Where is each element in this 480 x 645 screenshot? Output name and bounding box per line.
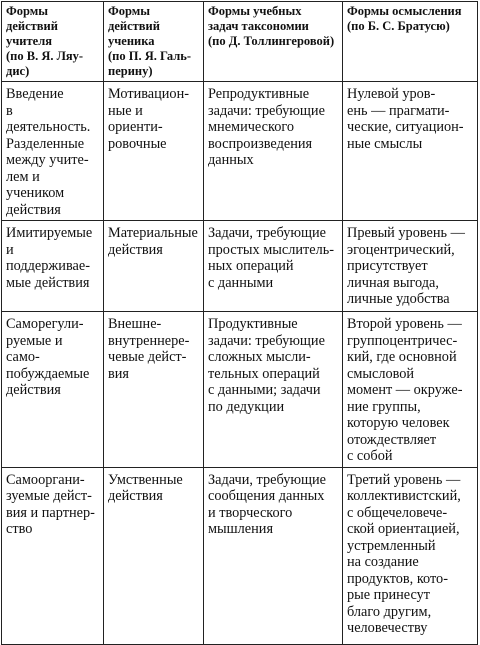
header-row [2, 2, 478, 82]
header-task-forms: Формы учебных задач таксономии (по Д. Толлингеровой) [204, 2, 343, 82]
table-cell: Умственные действия [104, 467, 204, 644]
table-cell: Продуктивные задачи: требующие сложных мысли- тельных операций с данными; задачи по дедукции [204, 312, 343, 468]
table-cell: Материальные действия [104, 221, 204, 312]
table-cell: Нулевой уров- ень — прагмати- ческие, ситуацион- ные смыслы [343, 82, 478, 221]
table-cell: Саморегули- руемые и само- побуждаемые действия [2, 312, 104, 468]
table-cell: Превый уровень — эгоцентрический, присутствует личная выгода, личные удобства [343, 221, 478, 312]
table-cell: Внешне- внутреннере- чевые дейст- вия [104, 312, 204, 468]
table-cell: Самооргани- зуемые дейст- вия и партнер- ство [2, 467, 104, 644]
table-cell: Второй уровень — группоцентричес- кий, где основной смысловой момент — окруже- ние группы, которую человек отождествляет с собой [343, 312, 478, 468]
table-cell: Мотивацион- ные и ориенти- ровочные [104, 82, 204, 221]
table-row [2, 221, 478, 312]
table-cell: Репродуктивные задачи: требующие мнемического воспроизведения данных [204, 82, 343, 221]
table-row [2, 312, 478, 468]
header-teacher-actions: Формы действий учителя (по В. Я. Ляу- дис) [2, 2, 104, 82]
table-cell: Имитируемые и поддерживае- мые действия [2, 221, 104, 312]
table-cell: Задачи, требующие простых мыслитель- ных операций с данными [204, 221, 343, 312]
header-comprehension-forms: Формы осмысления (по Б. С. Братусю) [343, 2, 478, 82]
table-row [2, 82, 478, 221]
comparison-table [1, 1, 478, 645]
header-student-actions: Формы действий ученика (по П. Я. Галь- перину) [104, 2, 204, 82]
table-row [2, 467, 478, 644]
table-cell: Третий уровень — коллективистский, с общечеловече- ской ориентацией, устремленный на создание продуктов, кото- рые принесут благо другим, человечеству [343, 467, 478, 644]
table-cell: Задачи, требующие сообщения данных и творческого мышления [204, 467, 343, 644]
table-cell: Введение в деятельность. Разделенные между учите- лем и учеником действия [2, 82, 104, 221]
